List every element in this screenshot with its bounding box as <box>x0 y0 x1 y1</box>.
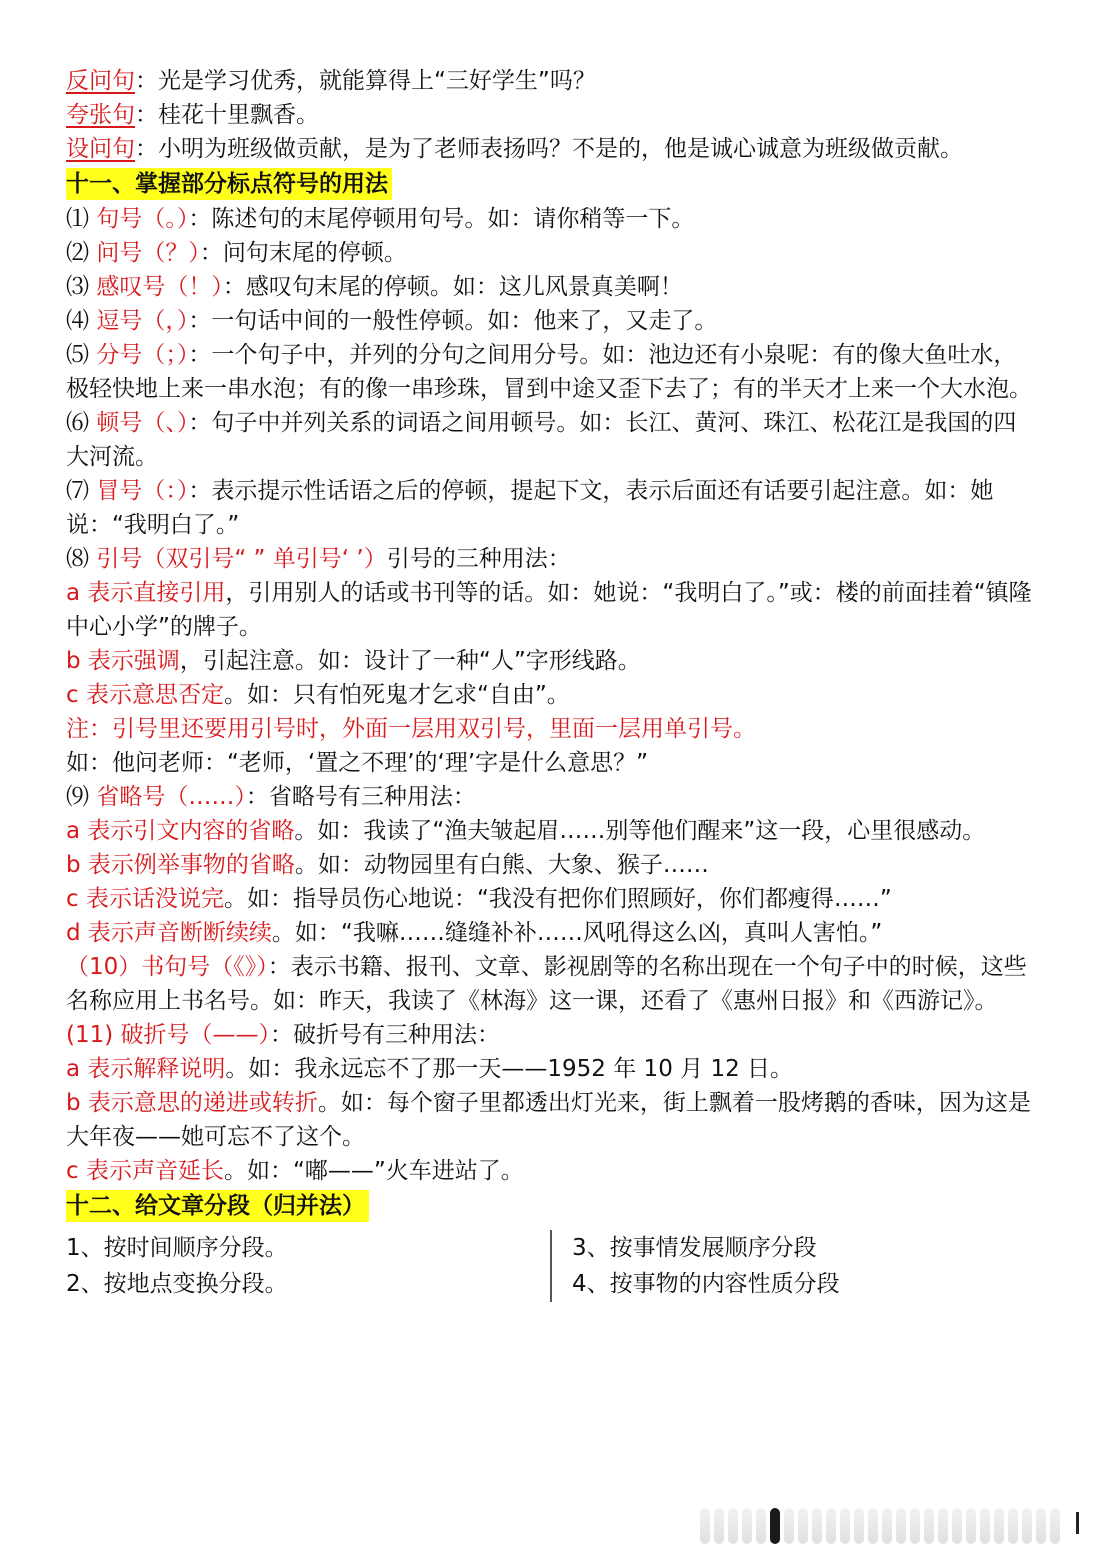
punct-desc: ：陈述句的末尾停顿用句号。如：请你稍等一下。 <box>188 206 695 232</box>
use-lead: b 表示强调 <box>66 648 180 674</box>
watermark-bar <box>924 1508 934 1544</box>
watermark-bar <box>728 1508 738 1544</box>
use-lead: d 表示声音断断续续 <box>66 920 272 946</box>
punct-desc: 引号的三种用法： <box>386 546 571 572</box>
use-lead: c 表示意思否定 <box>66 682 224 708</box>
punct-item-exclamation <box>66 270 1038 304</box>
watermark-bar <box>756 1508 766 1544</box>
watermark-bar <box>784 1508 794 1544</box>
use-text: 。如：每个窗子里都透出灯光来，街上飘着一股烤鹅的香味，因为这是大年夜——她可忘不了这个。 <box>66 1090 1031 1150</box>
punct-item-question <box>66 236 1038 270</box>
punct-name: 引号（双引号“ ” 单引号‘ ’） <box>96 546 387 572</box>
section12-heading: 十二、给文章分段（归并法） <box>66 1190 369 1222</box>
dash-use-b <box>66 1086 1038 1154</box>
use-text: 。如：我永远忘不了那一天——1952 年 10 月 12 日。 <box>225 1056 794 1082</box>
segmentation-methods-table <box>66 1230 1038 1302</box>
watermark-bar <box>770 1508 780 1544</box>
watermark-bar <box>896 1508 906 1544</box>
dash-use-c <box>66 1154 1038 1188</box>
method-item: 3、按事情发展顺序分段 <box>572 1235 817 1261</box>
section11-heading: 十一、掌握部分标点符号的用法 <box>66 168 392 200</box>
section12-heading-row <box>66 1188 1038 1224</box>
punct-name: 省略号（……） <box>96 784 246 810</box>
method-item: 4、按事物的内容性质分段 <box>572 1271 840 1297</box>
punct-name: 破折号（——） <box>120 1022 271 1048</box>
item-number: ⑹ <box>66 410 89 436</box>
quote-use-b <box>66 644 1038 678</box>
punct-desc: ：一个句子中，并列的分句之间用分号。如：池边还有小泉呢：有的像大鱼吐水，极轻快地上来一串水泡；有的像一串珍珠，冒到中途又歪下去了；有的半天才上来一个大水泡。 <box>66 342 1032 402</box>
use-text: 。如：动物园里有白熊、大象、猴子…… <box>294 852 709 878</box>
watermark-bar <box>980 1508 990 1544</box>
ellipsis-use-d <box>66 916 1038 950</box>
watermark-bar <box>840 1508 850 1544</box>
punct-desc: ：表示提示性话语之后的停顿，提起下文，表示后面还有话要引起注意。如：她说：“我明白了。” <box>66 478 994 538</box>
punct-name: 问号（？） <box>96 240 200 266</box>
watermark-bar <box>700 1508 710 1544</box>
item-number: ⑷ <box>66 308 89 334</box>
punct-name: 句号（。） <box>96 206 189 232</box>
watermark-bar <box>952 1508 962 1544</box>
use-lead: a 表示解释说明 <box>66 1056 226 1082</box>
punct-name: 感叹号（！） <box>96 274 223 300</box>
watermark-bar <box>826 1508 836 1544</box>
punct-item-semicolon <box>66 338 1038 406</box>
watermark-bar <box>994 1508 1004 1544</box>
use-text: 。如：只有怕死鬼才乞求“自由”。 <box>223 682 570 708</box>
quote-use-c <box>66 678 1038 712</box>
rhetoric-rhetorical-question <box>66 64 1038 98</box>
text: ：桂花十里飘香。 <box>135 102 319 128</box>
ellipsis-use-a <box>66 814 1038 848</box>
punct-item-ellipsis <box>66 780 1038 814</box>
use-lead: a 表示引文内容的省略 <box>66 818 295 844</box>
document-page <box>66 64 1038 1302</box>
punct-item-book-title <box>66 950 1038 1018</box>
ellipsis-use-b <box>66 848 1038 882</box>
use-lead: c 表示话没说完 <box>66 886 224 912</box>
watermark-bar <box>882 1508 892 1544</box>
watermark-bar <box>938 1508 948 1544</box>
watermark-bar <box>966 1508 976 1544</box>
watermark-bar <box>812 1508 822 1544</box>
item-number: ⑼ <box>66 784 89 810</box>
punct-name: 书句号（《》） <box>141 954 268 980</box>
item-number: ⑻ <box>66 546 89 572</box>
punct-item-comma <box>66 304 1038 338</box>
item-number: ⑺ <box>66 478 89 504</box>
watermark-end-mark <box>1076 1512 1079 1534</box>
item-number: ⑴ <box>66 206 89 232</box>
watermark-bar <box>742 1508 752 1544</box>
watermark-bar <box>1022 1508 1032 1544</box>
use-text: 。如：我读了“渔夫皱起眉……别等他们醒来”这一段，心里很感动。 <box>294 818 986 844</box>
methods-left-column <box>66 1230 550 1302</box>
watermark-bar <box>1050 1508 1060 1544</box>
dash-use-a <box>66 1052 1038 1086</box>
punct-desc: ：省略号有三种用法： <box>245 784 476 810</box>
use-lead: b 表示意思的递进或转折 <box>66 1090 318 1116</box>
use-text: ，引起注意。如：设计了一种“人”字形线路。 <box>179 648 641 674</box>
use-text: 。如：“嘟——”火车进站了。 <box>223 1158 524 1184</box>
use-text: ，引用别人的话或书刊等的话。如：她说：“我明白了。”或：楼的前面挂着“镇隆中心小学”的牌子。 <box>66 580 1032 640</box>
watermark-bar <box>1036 1508 1046 1544</box>
quote-note-example: 如：他问老师：“老师，‘置之不理’的‘理’字是什么意思？” <box>66 750 649 776</box>
rhetoric-self-question <box>66 132 1038 166</box>
item-number: ⑶ <box>66 274 89 300</box>
watermark-bar <box>1008 1508 1018 1544</box>
method-item: 1、按时间顺序分段。 <box>66 1235 288 1261</box>
punct-item-quotes <box>66 542 1038 576</box>
term-hyperbole: 夸张句 <box>66 102 135 128</box>
use-lead: c 表示声音延长 <box>66 1158 224 1184</box>
punct-item-pause-mark <box>66 406 1038 474</box>
use-text: 。如：指导员伤心地说：“我没有把你们照顾好，你们都瘦得……” <box>223 886 892 912</box>
use-lead: a 表示直接引用 <box>66 580 226 606</box>
punct-desc: ：破折号有三种用法： <box>270 1022 501 1048</box>
watermark-bar <box>854 1508 864 1544</box>
section11-heading-row <box>66 166 1038 202</box>
punct-desc: ：一句话中间的一般性停顿。如：他来了，又走了。 <box>188 308 718 334</box>
term-rhetorical-question: 反问句 <box>66 68 135 94</box>
methods-right-column <box>550 1230 1038 1302</box>
punct-desc: ：表示书籍、报刊、文章、影视剧等的名称出现在一个句子中的时候，这些名称应用上书名号。如：昨天，我读了《林海》这一课，还看了《惠州日报》和《西游记》。 <box>66 954 1027 1014</box>
use-lead: b 表示例举事物的省略 <box>66 852 295 878</box>
watermark-bar <box>798 1508 808 1544</box>
punct-desc: ：句子中并列关系的词语之间用顿号。如：长江、黄河、珠江、松花江是我国的四大河流。 <box>66 410 1017 470</box>
watermark-bar <box>910 1508 920 1544</box>
method-item: 2、按地点变换分段。 <box>66 1271 288 1297</box>
item-number: (11) <box>66 1022 114 1048</box>
punct-item-period <box>66 202 1038 236</box>
punct-desc: ：问句末尾的停顿。 <box>199 240 407 266</box>
punct-name: 逗号（，） <box>96 308 189 334</box>
ellipsis-use-c <box>66 882 1038 916</box>
item-number: ⑵ <box>66 240 89 266</box>
item-number: （10） <box>66 954 142 980</box>
quote-use-a <box>66 576 1038 644</box>
quote-note: 注：引号里还要用引号时，外面一层用双引号，里面一层用单引号。 <box>66 716 756 742</box>
text: ：小明为班级做贡献，是为了老师表扬吗？不是的，他是诚心诚意为班级做贡献。 <box>135 136 963 162</box>
rhetoric-hyperbole <box>66 98 1038 132</box>
watermark-bar <box>714 1508 724 1544</box>
item-number: ⑸ <box>66 342 89 368</box>
term-self-question: 设问句 <box>66 136 135 162</box>
text: ：光是学习优秀，就能算得上“三好学生”吗？ <box>135 68 596 94</box>
punct-desc: ：感叹句末尾的停顿。如：这儿风景真美啊！ <box>222 274 683 300</box>
use-text: 。如：“我嘛……缝缝补补……风吼得这么凶，真叫人害怕。” <box>271 920 883 946</box>
punct-name: 冒号（：） <box>96 478 189 504</box>
watermark-bar <box>868 1508 878 1544</box>
punct-name: 分号（；） <box>96 342 189 368</box>
punct-item-dash <box>66 1018 1038 1052</box>
punct-item-colon <box>66 474 1038 542</box>
punct-name: 顿号（、） <box>96 410 189 436</box>
